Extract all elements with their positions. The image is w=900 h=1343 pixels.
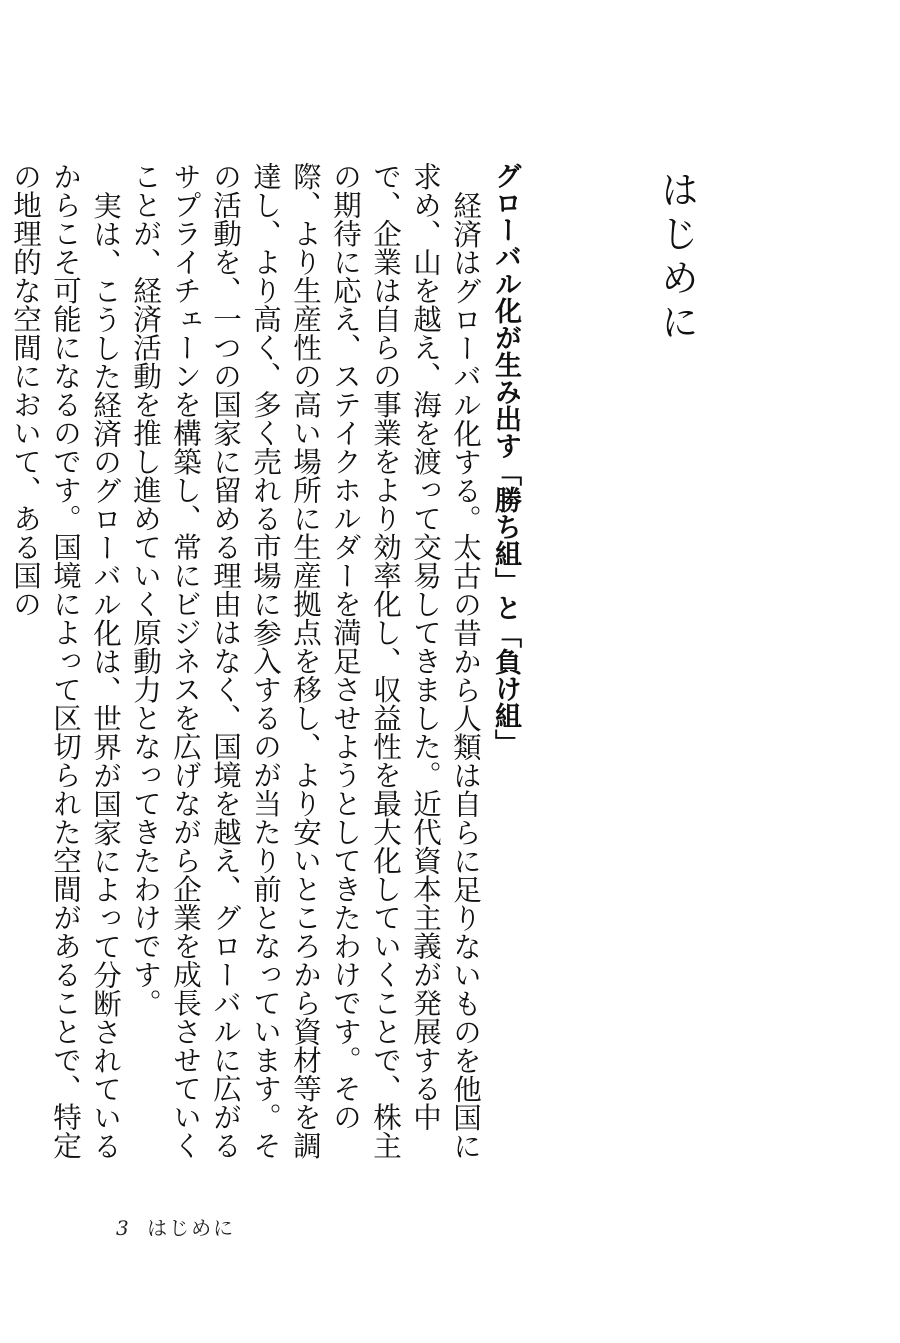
paragraph-1: 経済はグローバル化する。太古の昔から人類は自らに足りないものを他国に求め、山を越え、海を渡って交易してきました。近代資本主義が発展する中で、企業は自らの事業をより効率化し、収益性を最大化していくことで、株主の期待に応え、ステイクホルダーを満足させようとしてきたわけです。その際、より生産性の高い場所に生産拠点を移し、より安いところから資材等を調達し、より高く、多く売れる市場に参入するのが当たり前となっています。その活動を、一つの国家に留める理由はなく、国境を越え、グローバルに広がるサプライチェーンを構築し、常にビジネスを広げながら企業を成長させていくことが、経済活動を推し進めていく原動力となってきたわけです。 <box>129 162 482 1160</box>
page-number: 3 <box>116 1216 129 1240</box>
paragraph-2: 実は、こうした経済のグローバル化は、世界が国家によって分断されているからこそ可能になるのです。国境によって区切られた空間があることで、特定の地理的な空間において、ある国の <box>9 162 122 1160</box>
section-heading: グローバル化が生み出す「勝ち組」と「負け組」 <box>490 162 521 756</box>
page-footer <box>116 1212 235 1241</box>
chapter-title: はじめに <box>654 170 699 346</box>
body-text <box>9 162 525 1172</box>
running-head: はじめに <box>147 1216 236 1240</box>
